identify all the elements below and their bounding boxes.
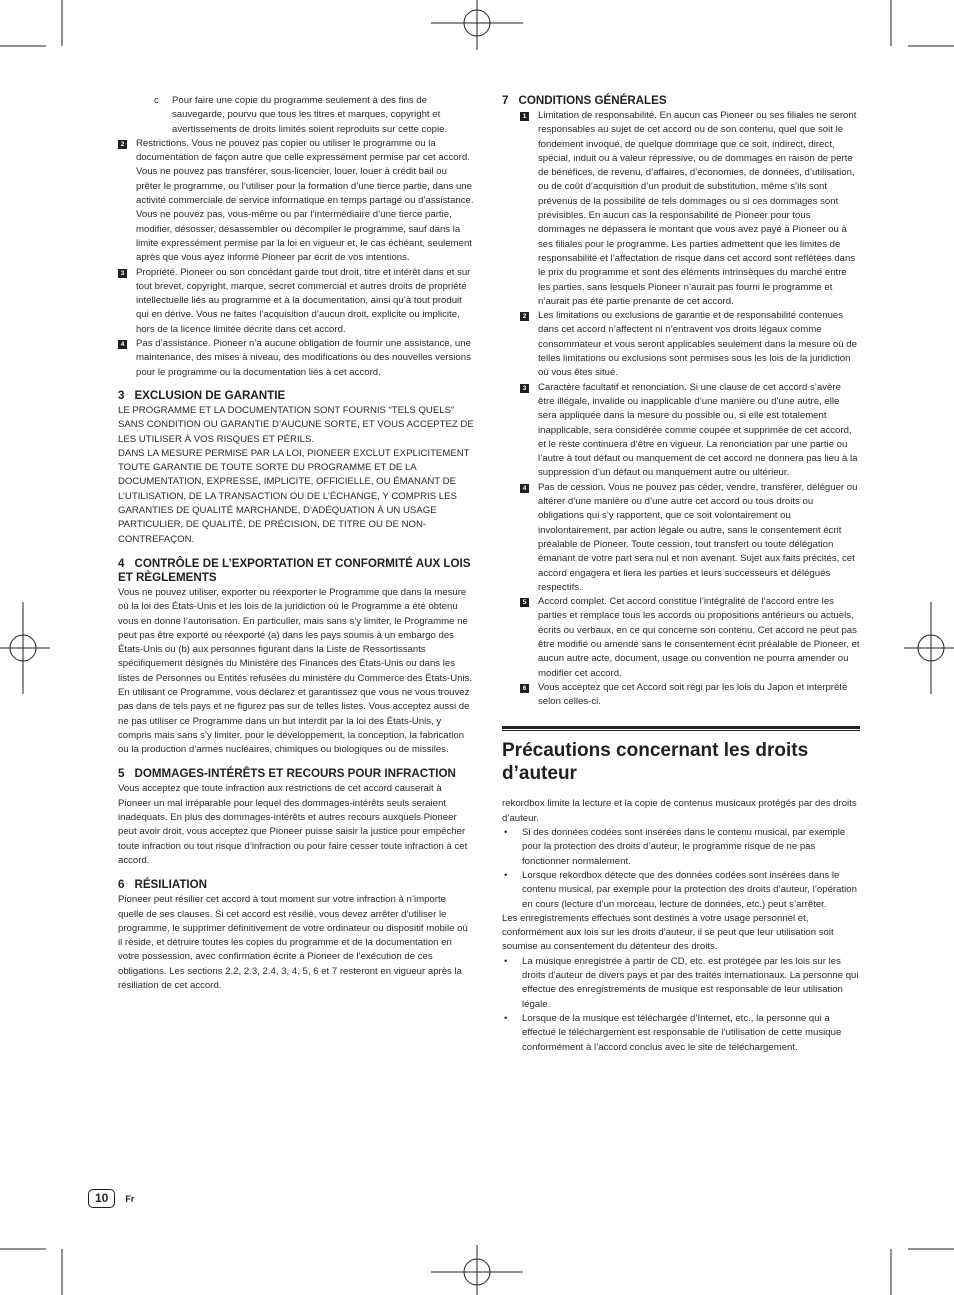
section-title: EXCLUSION DE GARANTIE xyxy=(134,388,286,402)
bullet-text: Lorsque de la musique est téléchargée d’Internet, etc., la personne qui a effectué le téléchargement est responsable de l’utilisation de cette musique conformément à l’accord conclus avec le site de téléchargement. xyxy=(522,1012,842,1053)
bullet-item xyxy=(502,826,860,869)
list-item xyxy=(520,109,860,309)
item-text: Accord complet. Cet accord constitue l’intégralité de l’accord entre les parties et remplace tous les accords ou propositions antérieurs ou actuels, écrits ou verbaux, en ce qui concerne son contenu. Cet accord ne peut pas être modifié ou amendé sans le consentement écrit préalable de Pioneer, et aucun autre acte, document, usage ou convention ne pourra amender ou modifier cet accord. xyxy=(538,596,860,679)
section-heading xyxy=(118,389,474,403)
section-title: RÉSILIATION xyxy=(134,878,208,892)
number-badge: 4 xyxy=(520,484,529,493)
item-text: Les limitations ou exclusions de garantie et de responsabilité contenues dans cet accord n’affectent ni n’entravent vos droits légaux comme consommateur et vous seront applicables seulement dans la mesure où de telles limitations ou exclusions sont permises sous les lois de la juridiction où vous êtes situé. xyxy=(538,310,857,379)
section-number: 5 xyxy=(118,767,125,781)
number-badge: 5 xyxy=(520,598,529,607)
section-number: 7 xyxy=(502,94,509,107)
section-number: 3 xyxy=(118,388,125,402)
paragraph: LE PROGRAMME ET LA DOCUMENTATION SONT FOURNIS “TELS QUELS” SANS CONDITION OU GARANTIE D’AUCUNE SORTE, ET VOUS ACCEPTEZ DE LES UTILISER À VOS RISQUES ET PÉRILS. xyxy=(118,404,474,445)
section-number: 6 xyxy=(118,878,125,892)
page-number: 10 xyxy=(88,1189,115,1208)
section-heading xyxy=(118,878,474,892)
section-number: 4 xyxy=(118,556,125,570)
list-item xyxy=(520,595,860,681)
bullet-marker: • xyxy=(504,1012,508,1024)
paragraph: Les enregistrements effectués sont destinés à votre usage personnel et, conformément aux lois sur les droits d’auteur, il se peut que leur utilisation soit soumise au consentement du détenteur des droits. xyxy=(502,912,834,953)
page-title: Précautions concernant les droits d’auteur xyxy=(502,740,809,785)
paragraph: rekordbox limite la lecture et la copie de contenus musicaux protégés par des droits d’auteur. xyxy=(502,798,857,824)
bullet-text: Si des données codées sont insérées dans le contenu musical, par exemple pour la protection des droits d’auteur, le programme risque de ne pas fonctionner normalement. xyxy=(522,827,846,867)
section-heading xyxy=(118,767,474,781)
item-text: Pas d’assistance. Pioneer n’a aucune obligation de fournir une assistance, une maintenance, des mises à niveau, des modifications ou des nouvelles versions pour le programme ou la documentation liés à cet accord. xyxy=(136,338,471,378)
item-text: Pour faire une copie du programme seulement à des fins de sauvegarde, pourvu que tous les titres et marques, copyright et avertissements de droits limités soient reproduits sur cette copie. xyxy=(172,95,448,135)
list-item xyxy=(520,381,860,481)
list-item xyxy=(520,309,860,380)
heading-rule xyxy=(502,726,860,731)
section-title: DOMMAGES-INTÉRÊTS ET RECOURS POUR INFRACTION xyxy=(134,767,456,781)
item-text: Pas de cession. Vous ne pouvez pas céder, vendre, transférer, déléguer ou altérer d’une manière ou d’une autre cet accord ou tous droits ou obligations qui s’y rapportent, que ce soit volontairement ou involontairement, par action légale ou autre, sans le consentement écrit préalable de Pioneer. Toute cession, tout transfert ou toute délégation émanant de votre part sera nul et non avenant. Sujet aux faits précités, cet accord engagera et liera les parties et leurs successeurs et délégués respectifs. xyxy=(538,481,858,593)
paragraph: Vous ne pouvez utiliser, exporter ou réexporter le Programme que dans la mesure où la loi des États-Unis et les lois de la juridiction où le Programme a été obtenu vous en donne l’autorisation. En particulier, mais sans s’y limiter, le Programme ne peut pas être exporté ou réexporté (a) dans les pays soumis à un embargo des États-Unis ou (b) aux personnes figurant dans la Liste de Ressortissants spécifiquement désignés du Ministère des Finances des États-Unis ou dans les listes de Personnes ou Entités refusées du ministère du Commerce des États-Unis. En utilisant ce Programme, vous déclarez et garantissez que vous ne vous trouvez pas dans de tels pays et ne figurez pas sur de telles listes. Vous acceptez aussi de ne pas utiliser ce Programme dans un but interdit par la loi des États-Unis, y compris mais sans s’y limiter, pour le développement, la conception, la fabrication ou la production d’armes nucléaires, chimiques ou biologiques ou de missiles. xyxy=(118,586,473,756)
bullet-marker: • xyxy=(504,827,508,839)
bullet-marker: • xyxy=(504,869,508,881)
bullet-text: La musique enregistrée à partir de CD, etc. est protégée par les lois sur les droits d’auteur de divers pays et par des traités internationaux. La personne qui effectue des enregistrements de musique est responsable de leur utilisation légale. xyxy=(522,955,859,1010)
section-heading xyxy=(118,557,474,585)
list-item xyxy=(118,337,474,380)
paragraph: Pioneer peut résilier cet accord à tout moment sur votre infraction à n’importe quelle de ses clauses. Si cet accord est résilié, vous devez arrêter d’utiliser le programme, le supprimer définitivement de votre ordinateur ou dispositif mobile où il réside, et détruire toutes les copies du programme et de la documentation en votre possession, avec confirmation écrite à Pioneer de l’exécution de ces obligations. Les sections 2.2, 2.3, 2.4, 3, 4, 5, 6 et 7 resteront en vigueur après la résiliation de cet accord. xyxy=(118,894,468,992)
bullet-item xyxy=(502,869,860,912)
bullet-marker: • xyxy=(504,955,508,967)
list-item xyxy=(118,137,474,266)
bullet-item xyxy=(502,955,860,1012)
paragraph: DANS LA MESURE PERMISE PAR LA LOI, PIONEER EXCLUT EXPLICITEMENT TOUTE GARANTIE DE TOUTE SORTE DU PROGRAMME ET DE LA DOCUMENTATION, EXPRESSE, IMPLICITE, OFFICIELLE, OU ÉMANANT DE L’UTILISATION, DE LA TRANSACTION OU DE L’ÉCHANGE, Y COMPRIS LES GARANTIES DE QUALITÉ MARCHANDE, D’ADÉQUATION À UN USAGE PARTICULIER, DE QUALITÉ, DE PRÉCISION, DE TITRE OU DE NON-CONTREFAÇON. xyxy=(118,447,470,545)
number-badge: 3 xyxy=(118,269,127,278)
left-column xyxy=(118,94,474,993)
section-title: CONDITIONS GÉNÉRALES xyxy=(518,94,667,107)
bullet-text: Lorsque rekordbox détecte que des données codées sont insérées dans le contenu musical, par exemple pour la protection des droits d’auteur, l’opération en cours (lecture d’un morceau, lecture de données, etc.) peut s’arrêter. xyxy=(522,869,857,910)
number-badge: 1 xyxy=(520,112,529,121)
item-text: Propriété. Pioneer ou son concédant garde tout droit, titre et intérêt dans et sur tout brevet, copyright, marque, secret commercial et autres droits de propriété intellectuelle liés au programme et à la documentation, ainsi qu’à tout produit qui en dérive. Vous ne faites l’acquisition d’aucun droit, explicite ou implicite, hors de la licence limitée décrite dans cet accord. xyxy=(136,266,471,335)
number-badge: 4 xyxy=(118,340,127,349)
item-text: Limitation de responsabilité. En aucun cas Pioneer ou ses filiales ne seront responsables au sujet de cet accord ou de son contenu, quel que soit le fondement invoqué, de quelque dommage que ce soit, indirect, direct, spécial, induit ou à valeur répressive, ou de dommages en raison de perte de bénéfices, de revenu, d’affaires, d’économies, de données, d’utilisation, ou de coût d’acquisition d’un produit de substitution, même s’ils sont prévenus de la possibilité de tels dommages ou si ces dommages sont prévisibles. En aucun cas la responsabilité de Pioneer pour tous dommages ne dépassera le montant que vous avez payé à Pioneer ou à ses filiales pour le programme. Les parties admettent que les limites de responsabilité et l’affectation de risque dans cet accord sont reflétées dans le prix du programme et sont des éléments intrinsèques du marché entre les parties, sans lesquels Pioneer n’aurait pas fourni le programme et n’aurait pas été partie prenante de cet accord. xyxy=(538,110,857,307)
item-text: Restrictions. Vous ne pouvez pas copier ou utiliser le programme ou la documentation de façon autre que celle expressément permise par cet accord. Vous ne pouvez pas transférer, sous-licencier, louer, louer à crédit bail ou prêter le programme, ou l’utiliser pour la formation d’une tierce partie, dans une activité commerciale de service informatique en temps partagé ou d’assistance. Vous ne pouvez pas, vous-même ou par l’intermédiaire d’une tierce partie, modifier, désosser, désassembler ou décompiler le programme, sauf dans la limite expressément permise par la loi en vigueur et, le cas échéant, seulement après que vous ayez informé Pioneer par écrit de vos intentions. xyxy=(136,137,474,264)
number-badge: 2 xyxy=(118,140,127,149)
list-item xyxy=(520,681,860,710)
right-column xyxy=(502,94,860,1055)
item-text: Caractère facultatif et renonciation. Si une clause de cet accord s’avère être illégale, invalide ou inapplicable d’une manière ou d’une autre, elle sera appliquée dans la mesure du possible ou, si elle est totalement inapplicable, sera considérée comme coupée et supprimée de cet accord, et le reste continuera d’être en vigueur. La renonciation par une partie ou l’autre à tout défaut ou manquement de cet accord ne donnera pas lieu à la suppression d’un défaut ou manquement autre ou ultérieur. xyxy=(538,381,858,479)
number-badge: 6 xyxy=(520,684,529,693)
language-code: Fr xyxy=(125,1193,135,1204)
list-item xyxy=(520,481,860,595)
item-text: Vous acceptez que cet Accord soit régi par les lois du Japon et interprété selon celles-ci. xyxy=(538,681,848,708)
page-footer xyxy=(88,1189,134,1208)
number-badge: 2 xyxy=(520,312,529,321)
paragraph: Vous acceptez que toute infraction aux restrictions de cet accord causerait à Pioneer un mal irréparable pour lequel des dommages-intérêts seuls seraient inadéquats. En plus des dommages-intérêts et autres recours auxquels Pioneer peut avoir droit, vous acceptez que Pioneer puisse saisir la justice pour empêcher toute infraction ou tout risque d’infraction ou pour faire cesser toute infraction à cet accord. xyxy=(118,783,468,866)
list-item xyxy=(118,266,474,337)
list-item-c xyxy=(118,94,474,137)
section-heading xyxy=(502,94,860,108)
section-title: CONTRÔLE DE L’EXPORTATION ET CONFORMITÉ AUX LOIS ET RÈGLEMENTS xyxy=(118,556,471,584)
bullet-item xyxy=(502,1012,860,1055)
number-badge: 3 xyxy=(520,384,529,393)
item-marker: c xyxy=(154,95,159,106)
